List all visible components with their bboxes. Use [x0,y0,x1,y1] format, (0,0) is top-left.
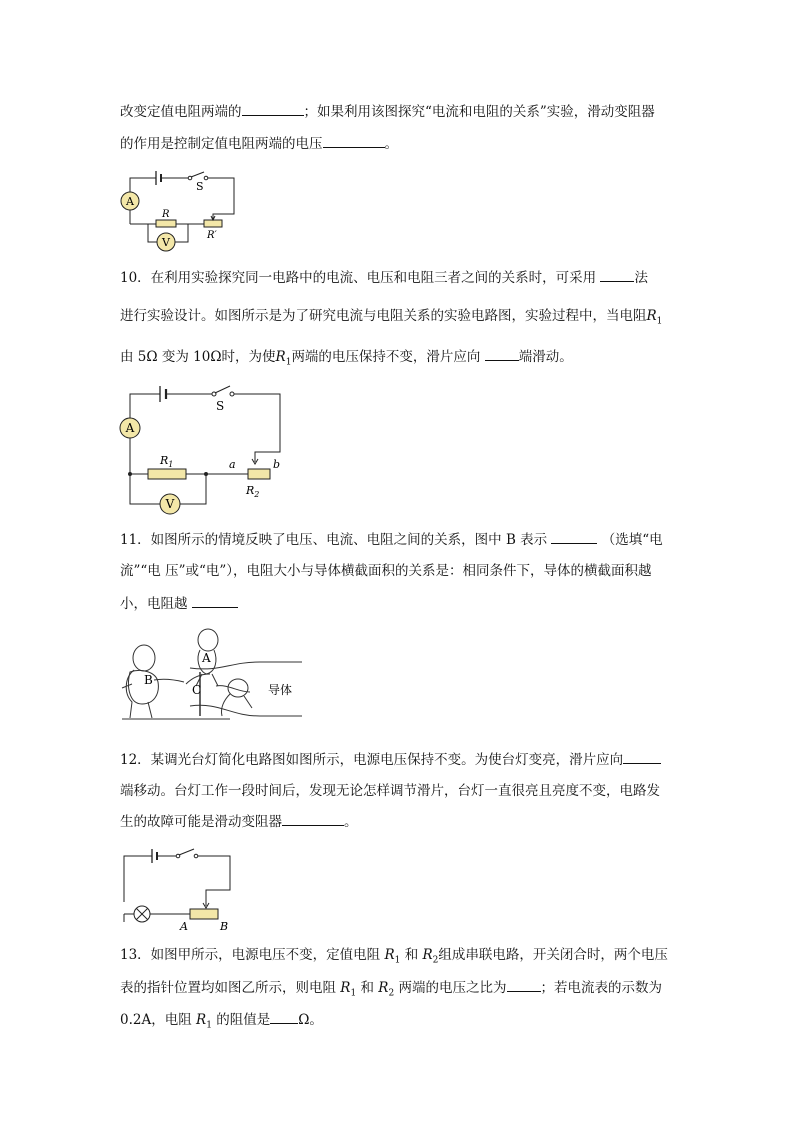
q12-line2: 端移动。台灯工作一段时间后，发现无论怎样调节滑片，台灯一直很亮且亮度不变，电路发 [120,783,660,799]
q11-blank-1[interactable] [551,530,597,544]
q11-line3: 小，电阻越 [120,594,238,613]
q9-line2: 的作用是控制定值电阻两端的电压 。 [120,136,398,152]
q9-rheostat-label: R′ [207,230,217,241]
q11-line1: 11．如图所示的情境反映了电压、电流、电阻之间的关系，图中 B 表示 （选填“电 [120,532,663,548]
q9-switch-label: S [196,180,204,193]
q13-line3: 0.2A，电阻 $R_1$ 的阻值是 Ω。 [120,1012,323,1031]
q10-switch-label: S [216,399,225,413]
q10-blank-1[interactable] [600,268,634,282]
q11-line2: 流”“电 压”或“电”），电阻大小与导体横截面积的关系是：相同条件下，导体的横截面积越 [120,563,652,579]
q10-ammeter [120,418,140,438]
q12-line1: 12．某调光台灯简化电路图如图所示，电源电压保持不变。为使台灯变亮，滑片应向 [120,750,661,769]
q11-label-b: B [144,673,153,687]
q10-r2-label: $R_2$ [246,484,260,499]
svg-text:A: A [126,195,134,208]
q13-line2: 表的指针位置均如图乙所示，则电阻 $R_1$ 和 $R_2$ 两端的电压之比为 ；若电流表的示数为 [120,980,662,999]
q12-line3: 生的故障可能是滑动变阻器 。 [120,814,358,830]
q10-circuit-diagram [116,380,286,520]
q12-terminal-b: B [220,920,229,933]
q13-blank-1[interactable] [507,978,541,992]
q9-blank-2[interactable] [323,134,385,148]
q11-label-a: A [202,651,211,665]
q10-line2: 进行实验设计。如图所示是为了研究电流与电阻关系的实验电路图，实验过程中，当电阻$R_1$ [120,308,663,327]
q13-blank-2[interactable] [270,1010,298,1024]
q12-terminal-a: A [180,920,188,933]
q10-terminal-a: a [229,458,236,471]
q11-conductor-label: 导体 [268,683,293,697]
svg-text:V: V [165,497,175,511]
q10-terminal-b: b [273,458,281,471]
q12-blank-1[interactable] [623,750,661,764]
q9-circuit-diagram [118,168,248,258]
q9-blank-1[interactable] [242,102,304,116]
q11-label-c: C [192,683,202,697]
q12-blank-2[interactable] [282,812,344,826]
q10-voltmeter [160,494,180,514]
svg-text:A: A [125,421,135,435]
q10-blank-2[interactable] [485,347,519,361]
q10-line3: 由 5Ω 变为 10Ω时，为使$R_1$两端的电压保持不变，滑片应向 端滑动。 [120,349,573,368]
q13-line1: 13．如图甲所示，电源电压不变，定值电阻 $R_1$ 和 $R_2$组成串联电路，开关闭合时，两个电压 [120,947,668,966]
q9-ammeter [121,192,139,210]
q9-resistor-label: R [162,209,170,220]
q10-line1: 10．在利用实验探究同一电路中的电流、电压和电阻三者之间的关系时，可采用 法 [120,270,648,286]
q11-blank-2[interactable] [192,594,238,608]
q10-r1-label: $R_1$ [160,454,174,469]
q11-cartoon-illustration [120,628,305,723]
q12-circuit-diagram [120,846,250,931]
q9-voltmeter [157,233,175,251]
q9-line1: 改变定值电阻两端的 ；如果利用该图探究“电流和电阻的关系”实验，滑动变阻器 [120,104,655,120]
q12-lamp-icon [134,906,150,922]
svg-text:V: V [162,236,170,249]
